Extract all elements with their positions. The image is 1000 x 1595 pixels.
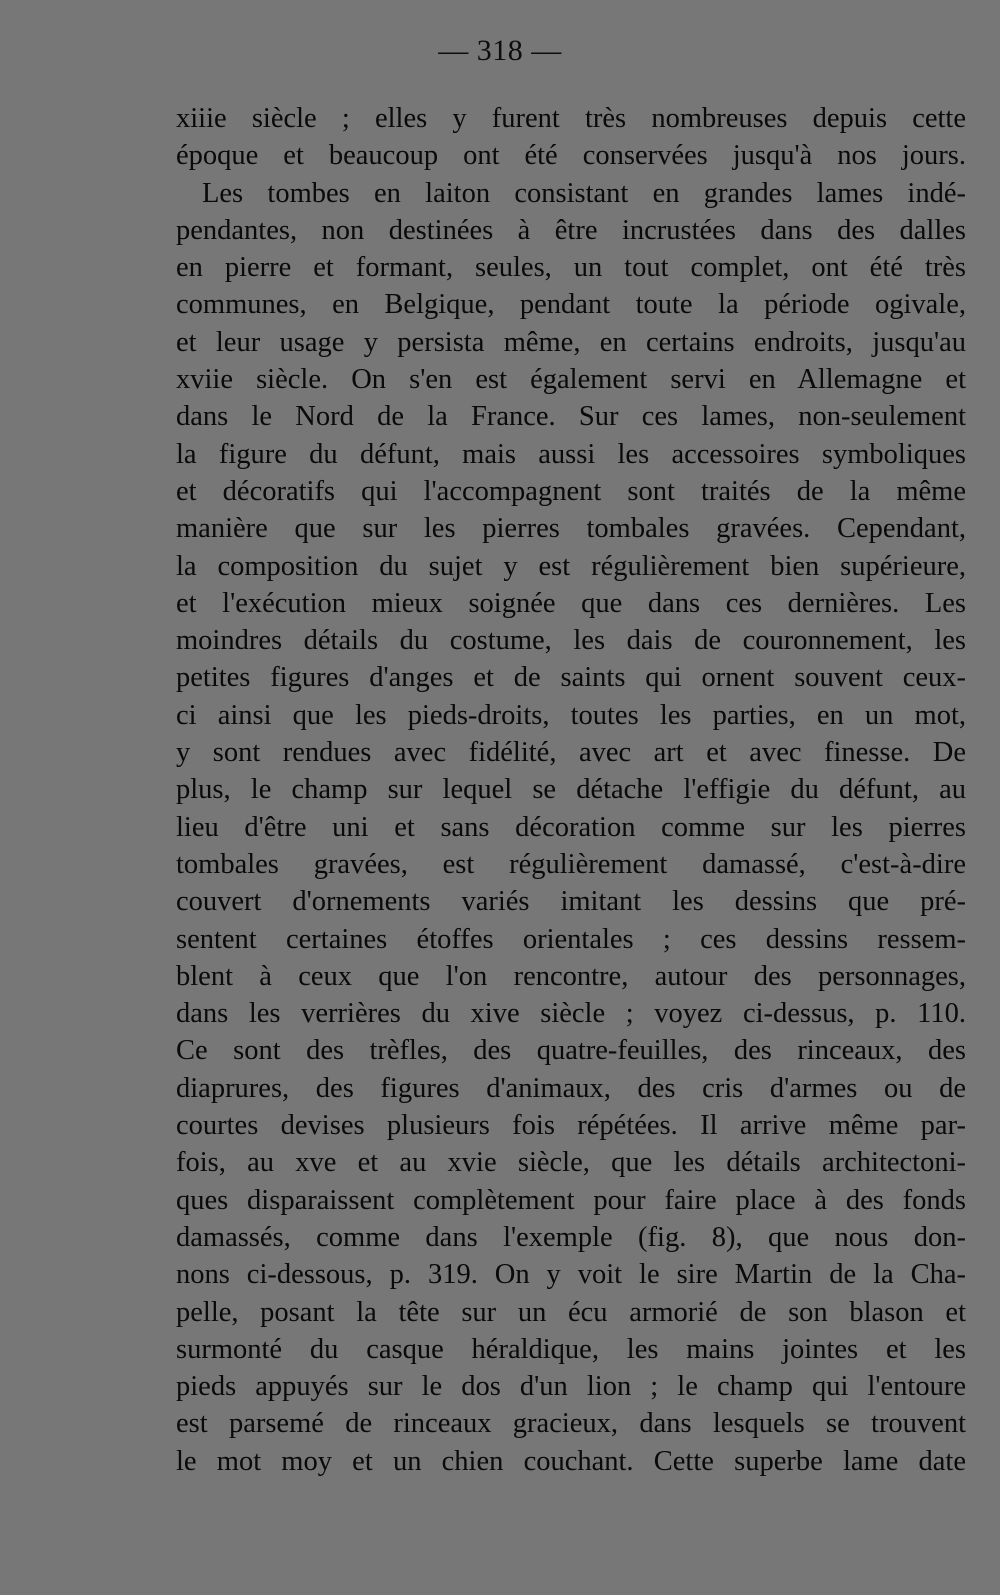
text-line: ci ainsi que les pieds-droits, toutes les parties, en un mot, [176, 699, 966, 731]
text-line: plus, le champ sur lequel se détache l'effigie du défunt, au [176, 774, 966, 806]
text-line: xiiie siècle ; elles y furent très nombreuses depuis cette [176, 103, 966, 134]
text-line: moindres détails du costume, les dais de couronnement, les [176, 625, 966, 657]
text-line: pendantes, non destinées à être incrustées dans des dalles [176, 214, 966, 246]
text-line: communes, en Belgique, pendant toute la période ogivale, [176, 289, 966, 321]
text-line: dans le Nord de la France. Sur ces lames, non-seulement [176, 401, 966, 433]
text-line: couvert d'ornements variés imitant les dessins que pré- [176, 886, 966, 918]
text-line: est parsemé de rinceaux gracieux, dans lesquels se trouvent [176, 1408, 966, 1440]
text-line: diaprures, des figures d'animaux, des cris d'armes ou de [176, 1072, 966, 1104]
text-line: manière que sur les pierres tombales gravées. Cependant, [176, 513, 966, 545]
text-line: fois, au xve et au xvie siècle, que les détails architectoni- [176, 1147, 966, 1179]
text-line: surmonté du casque héraldique, les mains jointes et les [176, 1333, 966, 1365]
text-line: nons ci-dessous, p. 319. On y voit le sire Martin de la Cha- [176, 1259, 966, 1291]
text-line: et l'exécution mieux soignée que dans ces dernières. Les [176, 587, 966, 619]
text-line: ques disparaissent complètement pour faire place à des fonds [176, 1184, 966, 1216]
text-line: pieds appuyés sur le dos d'un lion ; le champ qui l'entoure [176, 1371, 966, 1403]
text-line: la figure du défunt, mais aussi les accessoires symboliques [176, 438, 966, 470]
text-line: la composition du sujet y est régulièrement bien supérieure, [176, 550, 966, 582]
text-line: xviie siècle. On s'en est également servi en Allemagne et [176, 364, 966, 396]
text-line: damassés, comme dans l'exemple (fig. 8), que nous don- [176, 1221, 966, 1253]
text-line: dans les verrières du xive siècle ; voyez ci-dessus, p. 110. [176, 998, 966, 1030]
text-line: époque et beaucoup ont été conservées jusqu'à nos jours. [176, 140, 966, 172]
text-line: le mot moy et un chien couchant. Cette superbe lame date [176, 1445, 966, 1477]
text-line: petites figures d'anges et de saints qui ornent souvent ceux- [176, 662, 966, 694]
text-line: tombales gravées, est régulièrement damassé, c'est-à-dire [176, 848, 966, 880]
text-line: pelle, posant la tête sur un écu armorié de son blason et [176, 1296, 966, 1328]
text-line: y sont rendues avec fidélité, avec art et avec finesse. De [176, 737, 966, 769]
text-line: lieu d'être uni et sans décoration comme sur les pierres [176, 811, 966, 843]
text-line: sentent certaines étoffes orientales ; ces dessins ressem- [176, 923, 966, 955]
text-line: blent à ceux que l'on rencontre, autour des personnages, [176, 960, 966, 992]
text-line: Ce sont des trèfles, des quatre-feuilles, des rinceaux, des [176, 1035, 966, 1067]
page-number: — 318 — [438, 34, 562, 67]
text-line: Les tombes en laiton consistant en grandes lames indé- [202, 177, 966, 209]
text-line: courtes devises plusieurs fois répétées. Il arrive même par- [176, 1110, 966, 1142]
text-line: en pierre et formant, seules, un tout complet, ont été très [176, 252, 966, 284]
body-text [176, 100, 966, 1480]
text-line: et décoratifs qui l'accompagnent sont traités de la même [176, 475, 966, 507]
text-line: et leur usage y persista même, en certains endroits, jusqu'au [176, 326, 966, 358]
